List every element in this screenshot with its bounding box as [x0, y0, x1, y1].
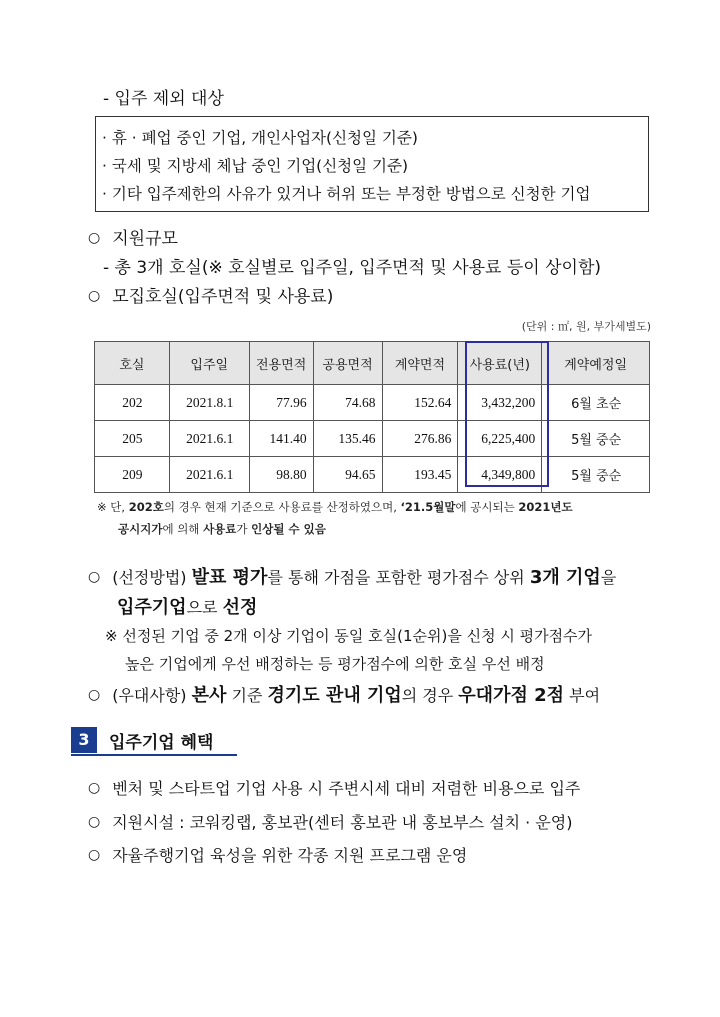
contract-date-cell: 5월 중순 — [542, 421, 650, 457]
benefit-text: 지원시설 : 코워킹랩, 홍보관(센터 홍보관 내 홍보부스 설치 · 운영) — [112, 813, 573, 832]
area-cell: 193.45 — [382, 457, 458, 493]
circle-bullet-icon: ○ — [88, 288, 101, 304]
benefit-text: 자율주행기업 육성을 위한 각종 지원 프로그램 운영 — [112, 846, 468, 865]
column-header: 호실 — [95, 342, 170, 385]
area-cell: 276.86 — [382, 421, 458, 457]
selection-bold: 3개 기업 — [529, 567, 601, 588]
circle-bullet-icon: ○ — [88, 230, 101, 246]
table-header-row — [95, 342, 650, 385]
benefit-item — [88, 810, 572, 833]
preference-line — [88, 681, 600, 707]
table-footnote-line2 — [118, 521, 326, 537]
unit-note: (단위 : ㎡, 원, 부가세별도) — [521, 320, 651, 333]
rooms-heading: 모집호실(입주면적 및 사용료) — [112, 287, 334, 307]
exclusion-box — [95, 116, 649, 212]
room-cell: 209 — [95, 457, 170, 493]
preference-text: (우대사항) — [112, 686, 192, 705]
selection-text: 를 통해 가점을 포함한 평가점수 상위 — [267, 568, 530, 587]
circle-bullet-icon: ○ — [88, 814, 101, 830]
area-cell: 94.65 — [313, 457, 382, 493]
column-header: 전용면적 — [249, 342, 313, 385]
selection-text: (선정방법) — [112, 568, 192, 587]
preference-bold: 경기도 관내 기업 — [267, 685, 402, 706]
area-cell: 74.68 — [313, 385, 382, 421]
footnote-bold: 인상될 수 있음 — [251, 522, 326, 536]
circle-bullet-icon: ○ — [88, 780, 101, 796]
preference-bold: 본사 — [191, 685, 227, 706]
column-header: 계약면적 — [382, 342, 458, 385]
section-title: 입주기업 혜택 — [109, 733, 214, 753]
footnote-text: ※ 단, — [97, 500, 129, 514]
area-cell: 135.46 — [313, 421, 382, 457]
benefit-text: 벤처 및 스타트업 기업 사용 시 주변시세 대비 저렴한 비용으로 입주 — [112, 779, 581, 798]
contract-date-cell: 5월 중순 — [542, 457, 650, 493]
circle-bullet-icon: ○ — [88, 687, 101, 703]
column-header: 계약예정일 — [542, 342, 650, 385]
fee-cell: 6,225,400 — [458, 421, 542, 457]
rooms-table — [94, 341, 650, 493]
fee-cell: 3,432,200 — [458, 385, 542, 421]
table-footnote-line1 — [97, 499, 573, 515]
footnote-bold: 공시지가 — [118, 522, 163, 536]
date-cell: 2021.6.1 — [169, 421, 249, 457]
column-header: 입주일 — [169, 342, 249, 385]
footnote-text: 가 — [236, 522, 252, 536]
selection-bold: 선정 — [222, 597, 258, 618]
scale-heading: 지원규모 — [112, 229, 178, 249]
footnote-bold: 사용료 — [203, 522, 237, 536]
area-cell: 141.40 — [249, 421, 313, 457]
fee-cell: 4,349,800 — [458, 457, 542, 493]
preference-bold: 우대가점 2점 — [458, 685, 565, 706]
table-row — [95, 421, 650, 457]
footnote-bold: ‘21.5월말 — [400, 500, 456, 514]
footnote-text: 의 경우 현재 기준으로 사용료를 산정하였으며, — [163, 500, 401, 514]
preference-text: 의 경우 — [401, 686, 459, 705]
rooms-heading-row — [88, 282, 333, 307]
selection-text: 으로 — [186, 598, 223, 617]
room-cell: 202 — [95, 385, 170, 421]
area-cell: 98.80 — [249, 457, 313, 493]
selection-note-line2: 높은 기업에게 우선 배정하는 등 평가점수에 의한 호실 우선 배정 — [125, 655, 545, 673]
selection-bold: 입주기업 — [117, 597, 187, 618]
footnote-text: 에 의해 — [162, 522, 204, 536]
table-row — [95, 385, 650, 421]
selection-note-line1: ※ 선정된 기업 중 2개 이상 기업이 동일 호실(1순위)을 신청 시 평가점수가 — [105, 627, 593, 645]
selection-bold: 발표 평가 — [191, 567, 268, 588]
section-number-badge: 3 — [71, 727, 97, 753]
selection-text: 을 — [600, 568, 617, 587]
circle-bullet-icon: ○ — [88, 847, 101, 863]
circle-bullet-icon: ○ — [88, 569, 101, 585]
footnote-bold: 2021년도 — [518, 500, 573, 514]
footnote-bold: 202호 — [128, 500, 164, 514]
table-row — [95, 457, 650, 493]
date-cell: 2021.8.1 — [169, 385, 249, 421]
room-cell: 205 — [95, 421, 170, 457]
exclusion-item: · 휴 · 폐업 중인 기업, 개인사업자(신청일 기준) — [102, 129, 418, 147]
scale-heading-row — [88, 224, 178, 249]
benefit-item — [88, 776, 580, 799]
area-cell: 77.96 — [249, 385, 313, 421]
column-header: 사용료(년) — [458, 342, 542, 385]
selection-line1 — [88, 563, 616, 589]
area-cell: 152.64 — [382, 385, 458, 421]
benefit-item — [88, 843, 467, 866]
exclusion-heading: - 입주 제외 대상 — [103, 89, 224, 109]
exclusion-item: · 국세 및 지방세 체납 중인 기업(신청일 기준) — [102, 157, 409, 175]
contract-date-cell: 6월 초순 — [542, 385, 650, 421]
section-underline — [71, 754, 237, 756]
footnote-text: 에 공시되는 — [455, 500, 519, 514]
preference-text: 부여 — [564, 686, 601, 705]
date-cell: 2021.6.1 — [169, 457, 249, 493]
selection-line2 — [117, 593, 257, 619]
scale-detail: - 총 3개 호실(※ 호실별로 입주일, 입주면적 및 사용료 등이 상이함) — [103, 258, 602, 278]
exclusion-item: · 기타 입주제한의 사유가 있거나 허위 또는 부정한 방법으로 신청한 기업 — [102, 185, 591, 203]
column-header: 공용면적 — [313, 342, 382, 385]
preference-text: 기준 — [226, 686, 268, 705]
